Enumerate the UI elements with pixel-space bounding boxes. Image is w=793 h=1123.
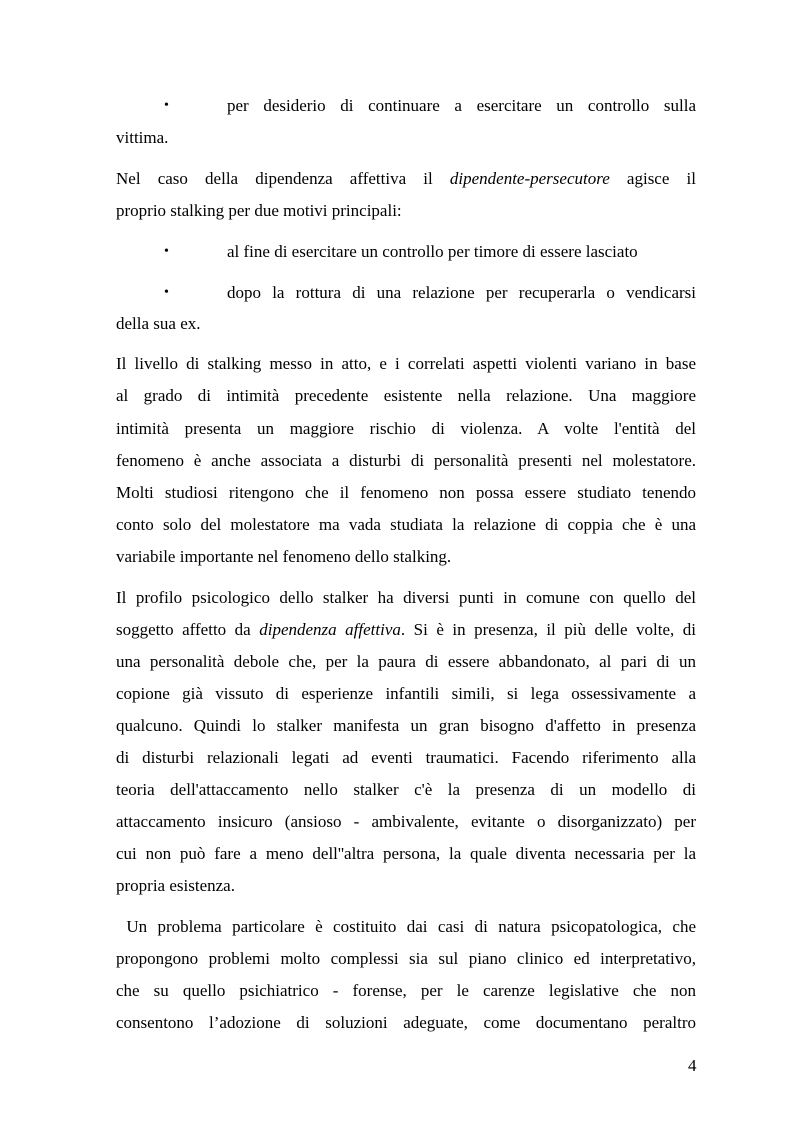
para-3-line: che su quello psichiatrico - forense, per le carenze legislative che non (116, 981, 696, 1000)
bullet-item-3-line-1: dopo la rottura di una relazione per recuperarla o vendicarsi (227, 283, 696, 302)
bullet-marker: • (164, 98, 169, 113)
para-1-line: conto solo del molestatore ma vada studiata la relazione di coppia che è una (116, 515, 696, 534)
para-1-line: fenomeno è anche associata a disturbi di personalità presenti nel molestatore. (116, 451, 696, 470)
para-1-line: Molti studiosi ritengono che il fenomeno non possa essere studiato tenendo (116, 483, 696, 502)
para-2-emphasis: dipendenza affettiva (259, 620, 401, 639)
para-3-line: Un problema particolare è costituito dai casi di natura psicopatologica, che (116, 917, 696, 936)
intro-emphasis: dipendente-persecutore (449, 169, 610, 188)
para-2-line: propria esistenza. (116, 876, 235, 895)
para-2-line: attaccamento insicuro (ansioso - ambivalente, evitante o disorganizzato) per (116, 812, 696, 831)
para-2-line: cui non può fare a meno dell''altra persona, la quale diventa necessaria per la (116, 844, 696, 863)
para-2-line: qualcuno. Quindi lo stalker manifesta un gran bisogno d'affetto in presenza (116, 716, 696, 735)
para-2-line: una personalità debole che, per la paura di essere abbandonato, al pari di un (116, 652, 696, 671)
page-number: 4 (688, 1056, 697, 1075)
para-1-line: Il livello di stalking messo in atto, e i correlati aspetti violenti variano in base (116, 354, 696, 373)
para-1-line: al grado di intimità precedente esistente nella relazione. Una maggiore (116, 386, 696, 405)
bullet-item-3-line-2: della sua ex. (116, 314, 201, 333)
intro-line-2: proprio stalking per due motivi principali: (116, 201, 402, 220)
bullet-marker: • (164, 285, 169, 300)
para-2-line: soggetto affetto da dipendenza affettiva. Si è in presenza, il più delle volte, di (116, 620, 697, 639)
bullet-marker: • (164, 244, 169, 259)
para-2-line: di disturbi relazionali legati ad eventi traumatici. Facendo riferimento alla (116, 748, 696, 767)
bullet-item-1-line-1: per desiderio di continuare a esercitare un controllo sulla (227, 96, 696, 115)
para-1-line: intimità presenta un maggiore rischio di violenza. A volte l'entità del (116, 419, 696, 438)
para-2-line: copione già vissuto di esperienze infantili simili, si lega ossessivamente a (116, 684, 696, 703)
para-1-line: variabile importante nel fenomeno dello stalking. (116, 547, 452, 566)
para-3-line: consentono l’adozione di soluzioni adeguate, come documentano peraltro (116, 1013, 696, 1032)
bullet-item-1-line-2: vittima. (116, 128, 169, 147)
intro-line-1: Nel caso della dipendenza affettiva il dipendente-persecutore agisce il (116, 169, 696, 188)
para-2-line: teoria dell'attaccamento nello stalker c'è la presenza di un modello di (116, 780, 696, 799)
para-2-line: Il profilo psicologico dello stalker ha diversi punti in comune con quello del (116, 588, 696, 607)
para-3-line: propongono problemi molto complessi sia sul piano clinico ed interpretativo, (116, 949, 696, 968)
bullet-item-2: al fine di esercitare un controllo per timore di essere lasciato (227, 242, 638, 261)
